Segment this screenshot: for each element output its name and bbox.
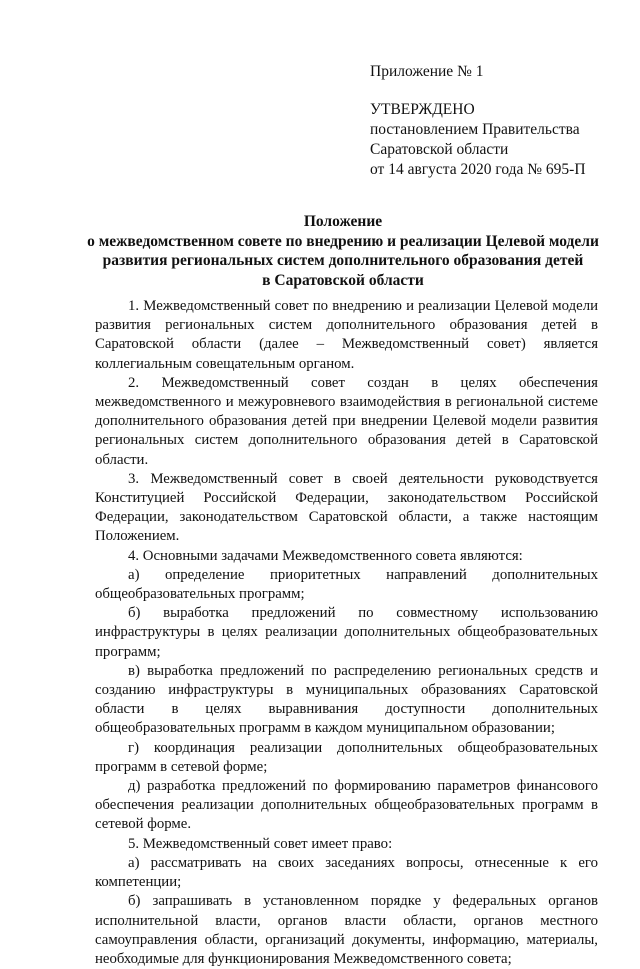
paragraph-3: 3. Межведомственный совет в своей деятельности руководствуется Конституцией Российской Федерации, законодательством Российской Федерации, законодательством Саратовской области, а также настоящим Положением. <box>95 470 598 545</box>
approval-line-3: от 14 августа 2020 года № 695-П <box>370 161 586 178</box>
paragraph-4d: г) координация реализации дополнительных общеобразовательных программ в сетевой форме; <box>95 739 598 775</box>
paragraph-4a: а) определение приоритетных направлений дополнительных общеобразовательных программ; <box>95 566 598 603</box>
document-body <box>95 297 598 969</box>
title-line-3: развития региональных систем дополнительного образования детей <box>102 252 584 269</box>
paragraph-2: 2. Межведомственный совет создан в целях обеспечения межведомственного и межуровневого взаимодействия в региональной системе дополнительного образования детей при внедрении Целевой модели развития региональных систем дополнительного образования детей в Саратовской области. <box>95 374 598 468</box>
title-line-2: о межведомственном совете по внедрению и реализации Целевой модели <box>87 232 599 250</box>
paragraph-5a: а) рассматривать на своих заседаниях вопросы, отнесенные к его компетенции; <box>95 854 598 891</box>
paragraph-1: 1. Межведомственный совет по внедрению и реализации Целевой модели развития региональных систем дополнительного образования детей в Саратовской области (далее – Межведомственный совет) является коллегиальным совещательным органом. <box>95 298 598 372</box>
approval-line-2: Саратовской области <box>370 141 509 158</box>
approval-line-1: постановлением Правительства <box>370 121 580 138</box>
paragraph-4c: в) выработка предложений по распределению региональных средств и созданию инфраструктуры в муниципальных образованиях Саратовской области в целях выравнивания доступности дополнительных общеобразовательных программ в каждом муниципальном образовании; <box>95 662 598 737</box>
paragraph-5: 5. Межведомственный совет имеет право: <box>128 835 393 852</box>
approved-label: УТВЕРЖДЕНО <box>370 101 475 118</box>
paragraph-5b: б) запрашивать в установленном порядке у федеральных органов исполнительной власти, органов власти области, органов местного самоуправления области, организаций документы, информацию, материалы, необходимые для функционирования Межведомственного совета; <box>95 893 598 967</box>
paragraph-4e: д) разработка предложений по формированию параметров финансового обеспечения реализации дополнительных общеобразовательных программ в сетевой форме. <box>95 778 598 833</box>
document-title <box>78 212 608 290</box>
title-line-1: Положение <box>303 213 383 230</box>
paragraph-4: 4. Основными задачами Межведомственного совета являются: <box>128 547 523 564</box>
title-line-4: в Саратовской области <box>262 271 424 289</box>
annex-label: Приложение № 1 <box>370 63 484 80</box>
paragraph-4b: б) выработка предложений по совместному использованию инфраструктуры в целях реализации дополнительных общеобразовательных программ; <box>95 605 598 660</box>
approval-block <box>370 62 620 180</box>
